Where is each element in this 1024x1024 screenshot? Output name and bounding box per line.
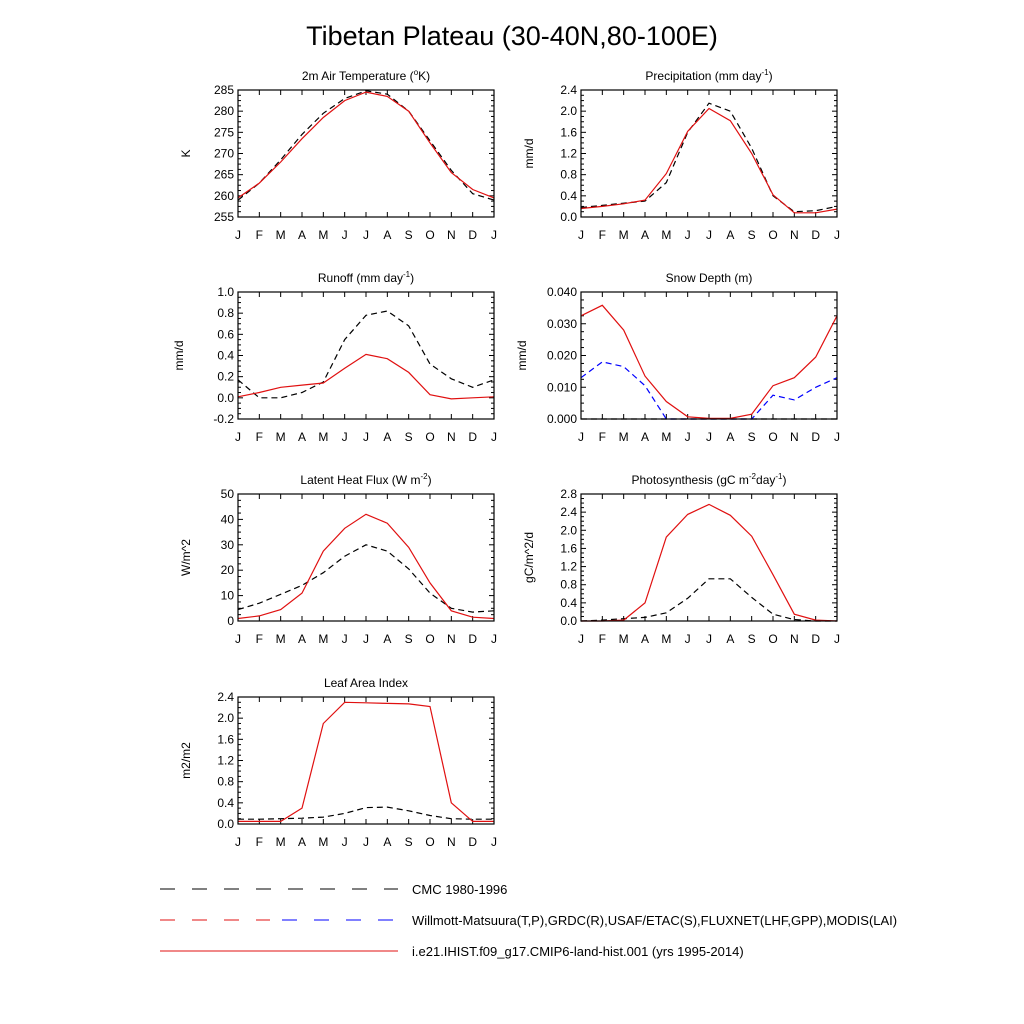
series-line-model: [238, 354, 494, 399]
x-tick-label: S: [747, 430, 756, 444]
y-axis-label: K: [179, 149, 193, 158]
y-tick-label: 1.2: [560, 146, 577, 161]
x-tick-label: J: [706, 430, 712, 444]
x-tick-label: M: [318, 228, 329, 242]
x-tick-label: A: [383, 632, 392, 646]
x-tick-label: J: [363, 835, 369, 849]
x-tick-label: J: [235, 228, 241, 242]
panel-title: Leaf Area Index: [323, 676, 409, 690]
y-tick-label: 0.0: [560, 614, 577, 628]
y-tick-label: 2.0: [217, 711, 234, 726]
x-tick-label: J: [491, 835, 497, 849]
x-tick-label: M: [661, 632, 672, 646]
y-tick-label: 1.6: [560, 541, 577, 556]
y-tick-label: 265: [213, 167, 234, 182]
x-tick-label: J: [684, 228, 691, 242]
plot-frame: [238, 697, 494, 824]
x-tick-label: F: [255, 632, 264, 646]
legend-item: [160, 913, 897, 928]
chart-panel: [515, 271, 840, 444]
y-tick-label: 2.4: [217, 690, 234, 704]
series-line-model: [238, 514, 494, 618]
series-line-obs: [581, 579, 837, 621]
x-tick-label: D: [468, 430, 478, 444]
y-tick-label: 20: [220, 563, 234, 578]
x-tick-label: M: [618, 228, 629, 242]
y-tick-label: 0.020: [546, 348, 577, 363]
x-tick-label: M: [275, 430, 286, 444]
y-tick-label: 50: [220, 487, 234, 501]
x-tick-label: J: [834, 632, 840, 646]
y-tick-label: 0: [227, 614, 234, 628]
x-tick-label: A: [297, 228, 307, 242]
x-tick-label: J: [341, 632, 348, 646]
y-tick-label: 2.4: [560, 505, 577, 520]
x-tick-label: J: [491, 632, 497, 646]
y-tick-label: 0.8: [560, 577, 577, 592]
series-line-model: [238, 92, 494, 198]
legend-label: i.e21.IHIST.f09_g17.CMIP6-land-hist.001 (yrs 1995-2014): [412, 944, 744, 959]
y-tick-label: 0.4: [560, 188, 577, 203]
x-tick-label: M: [275, 632, 286, 646]
y-tick-label: 10: [220, 588, 234, 603]
y-tick-label: 285: [213, 83, 234, 97]
legend-item: [160, 944, 744, 959]
legend-label: CMC 1980-1996: [412, 882, 508, 897]
page-title: Tibetan Plateau (30-40N,80-100E): [306, 21, 718, 51]
panel-title: Latent Heat Flux (W $m^{-2}$): [300, 472, 432, 487]
series-line-obs: [238, 91, 494, 200]
y-tick-label: 0.4: [217, 795, 234, 810]
x-tick-label: F: [598, 632, 607, 646]
series-line-model: [581, 504, 837, 621]
y-axis-label: W/m^2: [179, 539, 193, 576]
x-tick-label: J: [235, 430, 241, 444]
legend-label: Willmott-Matsuura(T,P),GRDC(R),USAF/ETAC(S),FLUXNET(LHF,GPP),MODIS(LAI): [412, 913, 898, 928]
x-tick-label: S: [747, 228, 756, 242]
y-tick-label: 1.6: [560, 125, 577, 140]
y-tick-label: 2.8: [560, 487, 577, 501]
chart-panel: [179, 676, 497, 849]
x-tick-label: A: [640, 430, 650, 444]
x-tick-label: A: [297, 632, 307, 646]
y-tick-label: 0.8: [217, 774, 234, 789]
x-tick-label: J: [834, 430, 840, 444]
x-tick-label: N: [446, 835, 456, 849]
x-tick-label: J: [578, 430, 584, 444]
x-tick-label: O: [425, 835, 435, 849]
legend: [160, 882, 897, 959]
x-tick-label: M: [318, 632, 329, 646]
chart-panel: [522, 68, 840, 242]
x-tick-label: N: [789, 632, 799, 646]
series-line-obs: [238, 545, 494, 612]
x-tick-label: A: [640, 632, 650, 646]
x-tick-label: N: [446, 228, 456, 242]
x-tick-label: J: [363, 632, 369, 646]
x-tick-label: O: [768, 430, 778, 444]
series-line-model: [581, 109, 837, 213]
chart-panel: [522, 472, 840, 646]
y-tick-label: 30: [220, 537, 234, 552]
x-tick-label: M: [661, 430, 672, 444]
x-tick-label: A: [640, 228, 650, 242]
x-tick-label: J: [706, 228, 712, 242]
y-tick-label: 0.010: [546, 380, 577, 395]
x-tick-label: D: [811, 430, 821, 444]
x-tick-label: J: [341, 835, 348, 849]
x-tick-label: O: [768, 228, 778, 242]
plot-frame: [581, 292, 837, 419]
y-tick-label: 280: [213, 104, 234, 119]
y-tick-label: 0.2: [217, 369, 234, 384]
y-tick-label: 1.6: [217, 732, 234, 747]
y-tick-label: 1.2: [560, 559, 577, 574]
x-tick-label: J: [578, 632, 584, 646]
x-tick-label: N: [446, 430, 456, 444]
x-tick-label: N: [789, 228, 799, 242]
x-tick-label: S: [747, 632, 756, 646]
x-tick-label: J: [491, 228, 497, 242]
y-tick-label: 275: [213, 125, 234, 140]
panel-title: Photosynthesis (gC $m^{-2}day^{-1}$): [631, 472, 787, 487]
y-tick-label: 0.0: [560, 210, 577, 224]
x-tick-label: J: [684, 430, 691, 444]
plot-frame: [581, 494, 837, 621]
x-tick-label: S: [404, 430, 413, 444]
x-tick-label: M: [618, 430, 629, 444]
y-tick-label: 0.030: [546, 316, 577, 331]
x-tick-label: J: [341, 228, 348, 242]
y-tick-label: 0.6: [217, 327, 234, 342]
y-tick-label: 1.2: [217, 753, 234, 768]
x-tick-label: S: [404, 228, 413, 242]
x-tick-label: D: [468, 835, 478, 849]
y-tick-label: 0.0: [217, 817, 234, 831]
x-tick-label: M: [618, 632, 629, 646]
x-tick-label: F: [255, 835, 264, 849]
x-tick-label: J: [363, 430, 369, 444]
y-axis-label: mm/d: [172, 340, 186, 371]
chart-panel: [172, 270, 497, 444]
panel-title: Precipitation (mm day$^{-1}$): [645, 68, 773, 83]
x-tick-label: S: [404, 632, 413, 646]
x-tick-label: D: [811, 632, 821, 646]
x-tick-label: F: [598, 228, 607, 242]
x-tick-label: J: [235, 632, 241, 646]
x-tick-label: A: [383, 228, 392, 242]
y-tick-label: 255: [213, 210, 234, 224]
x-tick-label: J: [491, 430, 497, 444]
x-tick-label: M: [275, 228, 286, 242]
y-tick-label: 1.0: [217, 285, 234, 299]
y-axis-label: mm/d: [522, 138, 536, 169]
x-tick-label: J: [363, 228, 369, 242]
x-tick-label: A: [383, 430, 392, 444]
y-axis-label: mm/d: [515, 340, 529, 371]
panel-title: 2m Air Temperature ($^o$K): [301, 68, 431, 83]
y-tick-label: 0.4: [560, 595, 577, 610]
x-tick-label: F: [598, 430, 607, 444]
chart-panels: [172, 68, 840, 849]
chart-panel: [179, 68, 497, 242]
panel-title: Runoff (mm day$^{-1}$): [317, 270, 415, 285]
y-tick-label: 0.0: [217, 390, 234, 405]
chart-panel: [179, 472, 497, 646]
y-tick-label: 0.000: [546, 412, 577, 426]
x-tick-label: M: [318, 835, 329, 849]
x-tick-label: O: [425, 632, 435, 646]
legend-item: [160, 882, 507, 897]
x-tick-label: F: [255, 430, 264, 444]
series-line-model: [238, 702, 494, 821]
x-tick-label: M: [275, 835, 286, 849]
x-tick-label: F: [255, 228, 264, 242]
x-tick-label: D: [468, 632, 478, 646]
x-tick-label: M: [661, 228, 672, 242]
y-axis-label: gC/m^2/d: [522, 532, 536, 583]
y-tick-label: 2.0: [560, 104, 577, 119]
y-tick-label: 260: [213, 188, 234, 203]
y-tick-label: 0.8: [217, 306, 234, 321]
x-tick-label: D: [811, 228, 821, 242]
x-tick-label: J: [706, 632, 712, 646]
x-tick-label: J: [578, 228, 584, 242]
x-tick-label: N: [789, 430, 799, 444]
y-tick-label: 0.4: [217, 348, 234, 363]
plot-frame: [238, 494, 494, 621]
x-tick-label: A: [297, 430, 307, 444]
x-tick-label: J: [834, 228, 840, 242]
x-tick-label: S: [404, 835, 413, 849]
x-tick-label: A: [297, 835, 307, 849]
x-tick-label: M: [318, 430, 329, 444]
series-line-obs: [581, 362, 837, 419]
series-line-obs: [238, 807, 494, 819]
x-tick-label: J: [341, 430, 348, 444]
x-tick-label: A: [726, 430, 735, 444]
y-tick-label: 40: [220, 512, 234, 527]
y-tick-label: 2.0: [560, 523, 577, 538]
panel-title: Snow Depth (m): [665, 271, 753, 285]
x-tick-label: A: [383, 835, 392, 849]
x-tick-label: O: [425, 430, 435, 444]
y-tick-label: -0.2: [213, 412, 234, 426]
x-tick-label: A: [726, 228, 735, 242]
series-line-model: [581, 305, 837, 418]
y-tick-label: 0.040: [546, 285, 577, 299]
series-line-obs: [581, 103, 837, 212]
x-tick-label: O: [425, 228, 435, 242]
y-tick-label: 0.8: [560, 167, 577, 182]
x-tick-label: A: [726, 632, 735, 646]
plot-frame: [238, 90, 494, 217]
x-tick-label: D: [468, 228, 478, 242]
x-tick-label: J: [235, 835, 241, 849]
y-axis-label: m2/m2: [179, 742, 193, 779]
x-tick-label: N: [446, 632, 456, 646]
plot-frame: [238, 292, 494, 419]
y-tick-label: 270: [213, 146, 234, 161]
x-tick-label: O: [768, 632, 778, 646]
x-tick-label: J: [684, 632, 691, 646]
y-tick-label: 2.4: [560, 83, 577, 97]
